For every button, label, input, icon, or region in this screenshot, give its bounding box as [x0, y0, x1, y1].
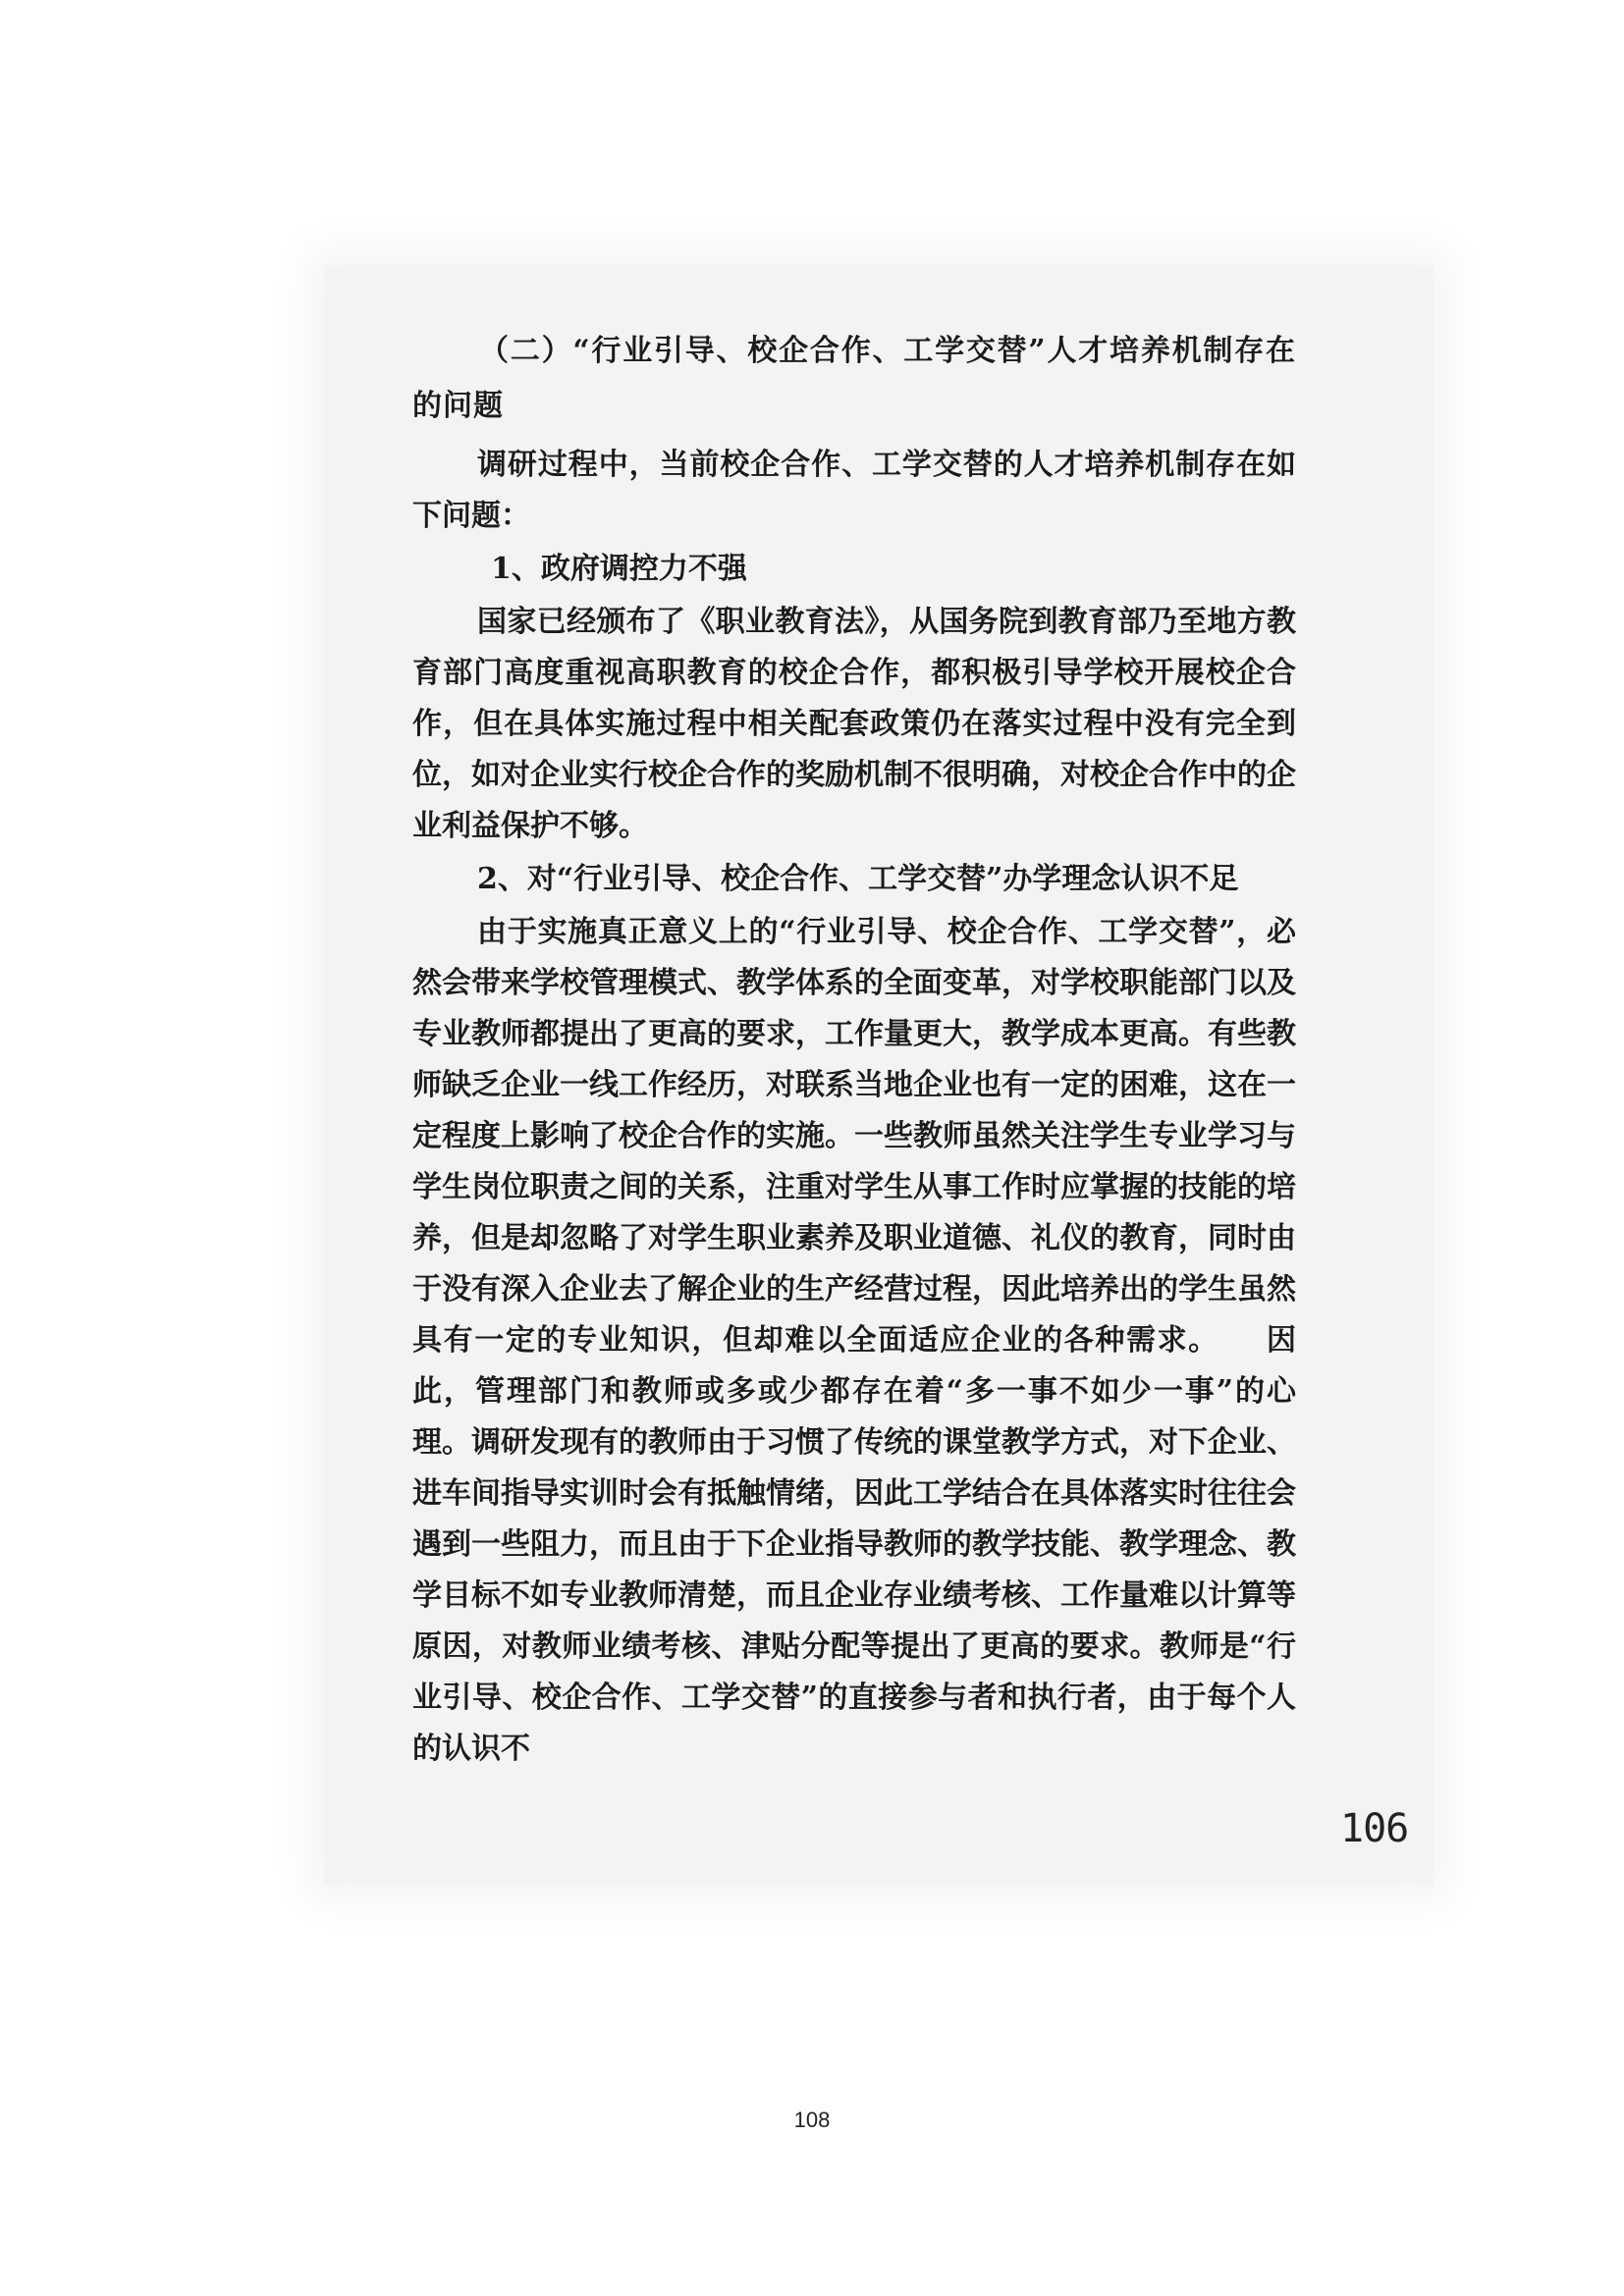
scanned-page-number: 106: [1340, 1806, 1409, 1851]
footer-page-number: 108: [793, 2108, 831, 2132]
intro-paragraph: 调研过程中，当前校企合作、工学交替的人才培养机制存在如下问题：: [412, 448, 1296, 533]
document-body: [412, 324, 1296, 1775]
subsection-1-body: 国家已经颁布了《职业教育法》，从国务院到教育部乃至地方教育部门高度重视高职教育的校企合作，都积极引导学校开展校企合作，但在具体实施过程中相关配套政策仍在落实过程中没有完全到位，如对企业实行校企合作的奖励机制不很明确，对校企合作中的企业利益保护不够。: [412, 605, 1296, 843]
section-heading: （二）“行业引导、校企合作、工学交替”人才培养机制存在的问题: [412, 334, 1296, 423]
subsection-1-title: 1、政府调控力不强: [491, 552, 747, 586]
subsection-2-title: 2、对“行业引导、校企合作、工学交替”办学理念认识不足: [477, 862, 1239, 896]
subsection-2-body: 由于实施真正意义上的“行业引导、校企合作、工学交替”，必然会带来学校管理模式、教学体系的全面变革，对学校职能部门以及专业教师都提出了更高的要求，工作量更大，教学成本更高。有些教师缺乏企业一线工作经历，对联系当地企业也有一定的困难，这在一定程度上影响了校企合作的实施。一些教师虽然关注学生专业学习与学生岗位职责之间的关系，注重对学生从事工作时应掌握的技能的培养，但是却忽略了对学生职业素养及职业道德、礼仪的教育，同时由于没有深入企业去了解企业的生产经营过程，因此培养出的学生虽然具有一定的专业知识，但却难以全面适应企业的各种需求。 因此，管理部门和教师或多或少都存在着“多一事不如少一事”的心理。调研发现有的教师由于习惯了传统的课堂教学方式，对下企业、进车间指导实训时会有抵触情绪，因此工学结合在具体落实时往往会遇到一些阻力，而且由于下企业指导教师的教学技能、教学理念、教学目标不如专业教师清楚，而且企业存业绩考核、工作量难以计算等原因，对教师业绩考核、津贴分配等提出了更高的要求。教师是“行业引导、校企合作、工学交替”的直接参与者和执行者，由于每个人的认识不: [412, 915, 1296, 1766]
